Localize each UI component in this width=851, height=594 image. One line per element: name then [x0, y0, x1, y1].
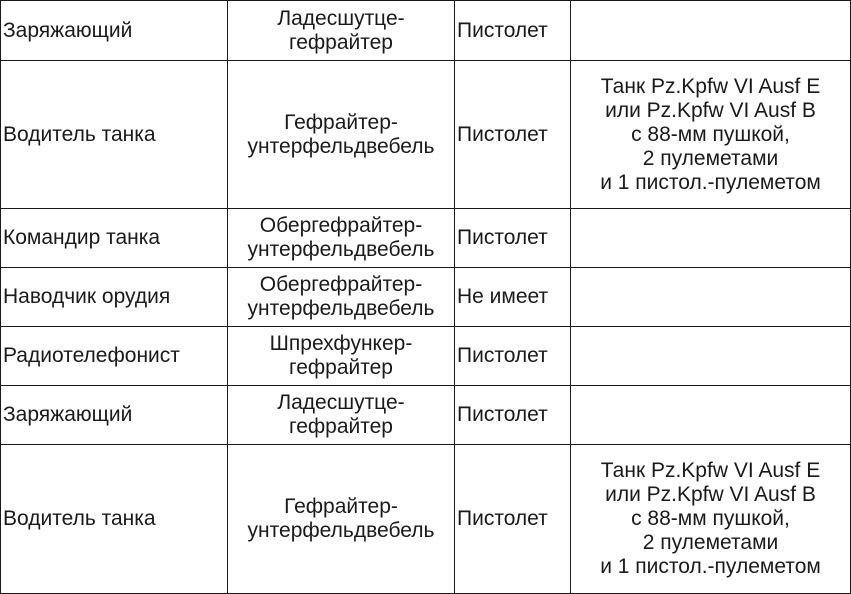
- role-cell: Командир танка: [1, 209, 228, 268]
- vehicle-cell: [571, 268, 851, 327]
- vehicle-line: 2 пулеметами: [642, 531, 779, 554]
- table-row: [1, 1, 851, 61]
- rank-line: унтерфельдвебель: [247, 134, 435, 158]
- role-cell: Водитель танка: [1, 445, 228, 594]
- role-cell: Наводчик орудия: [1, 268, 228, 327]
- table-row: [1, 327, 851, 386]
- rank-cell: [228, 61, 455, 209]
- role-cell: Заряжающий: [1, 1, 228, 61]
- role-cell: Радиотелефонист: [1, 327, 228, 386]
- rank-line: Шпрехфункер-: [269, 332, 413, 355]
- weapon-cell: Пистолет: [455, 386, 571, 445]
- vehicle-cell: [571, 445, 851, 594]
- table-row: [1, 386, 851, 445]
- role-cell: Заряжающий: [1, 386, 228, 445]
- weapon-cell: Пистолет: [455, 445, 571, 594]
- vehicle-line: с 88-мм пушкой,: [631, 122, 790, 146]
- vehicle-cell: [571, 209, 851, 268]
- vehicle-cell: [571, 61, 851, 209]
- vehicle-line: и 1 пистол.-пулеметом: [600, 170, 821, 194]
- vehicle-line: Танк Pz.Kpfw VI Ausf E: [600, 74, 821, 98]
- vehicle-line: 2 пулеметами: [642, 146, 779, 170]
- weapon-cell: Пистолет: [455, 209, 571, 268]
- rank-line: унтерфельдвебель: [247, 519, 435, 542]
- vehicle-line: и 1 пистол.-пулеметом: [600, 555, 821, 578]
- rank-line: Гефрайтер-: [284, 110, 398, 134]
- vehicle-line: Танк Pz.Kpfw VI Ausf E: [600, 459, 821, 482]
- rank-line: унтерфельдвебель: [247, 238, 435, 261]
- rank-cell: [228, 445, 455, 594]
- rank-line: Обергефрайтер-: [259, 214, 423, 237]
- vehicle-cell: [571, 1, 851, 61]
- vehicle-cell: [571, 386, 851, 445]
- weapon-cell: Не имеет: [455, 268, 571, 327]
- table-row: [1, 209, 851, 268]
- weapon-cell: Пистолет: [455, 61, 571, 209]
- table-row: [1, 268, 851, 327]
- weapon-cell: Пистолет: [455, 1, 571, 61]
- rank-line: Гефрайтер-: [284, 495, 398, 518]
- table-row: [1, 61, 851, 209]
- rank-line: Ладесшутце-: [277, 391, 405, 414]
- role-cell: Водитель танка: [1, 61, 228, 209]
- rank-line: Ладесшутце-: [277, 6, 405, 30]
- vehicle-line: с 88-мм пушкой,: [631, 507, 790, 530]
- vehicle-line: или Pz.Kpfw VI Ausf B: [605, 483, 816, 506]
- table-row: [1, 445, 851, 594]
- rank-cell: [228, 386, 455, 445]
- rank-cell: [228, 268, 455, 327]
- vehicle-line: или Pz.Kpfw VI Ausf B: [605, 98, 816, 122]
- rank-cell: [228, 209, 455, 268]
- rank-line: гефрайтер: [289, 30, 393, 54]
- rank-line: унтерфельдвебель: [247, 297, 435, 320]
- rank-cell: [228, 1, 455, 61]
- rank-line: гефрайтер: [289, 415, 393, 438]
- rank-line: гефрайтер: [289, 356, 393, 379]
- weapon-cell: Пистолет: [455, 327, 571, 386]
- vehicle-cell: [571, 327, 851, 386]
- rank-line: Обергефрайтер-: [259, 273, 423, 296]
- rank-cell: [228, 327, 455, 386]
